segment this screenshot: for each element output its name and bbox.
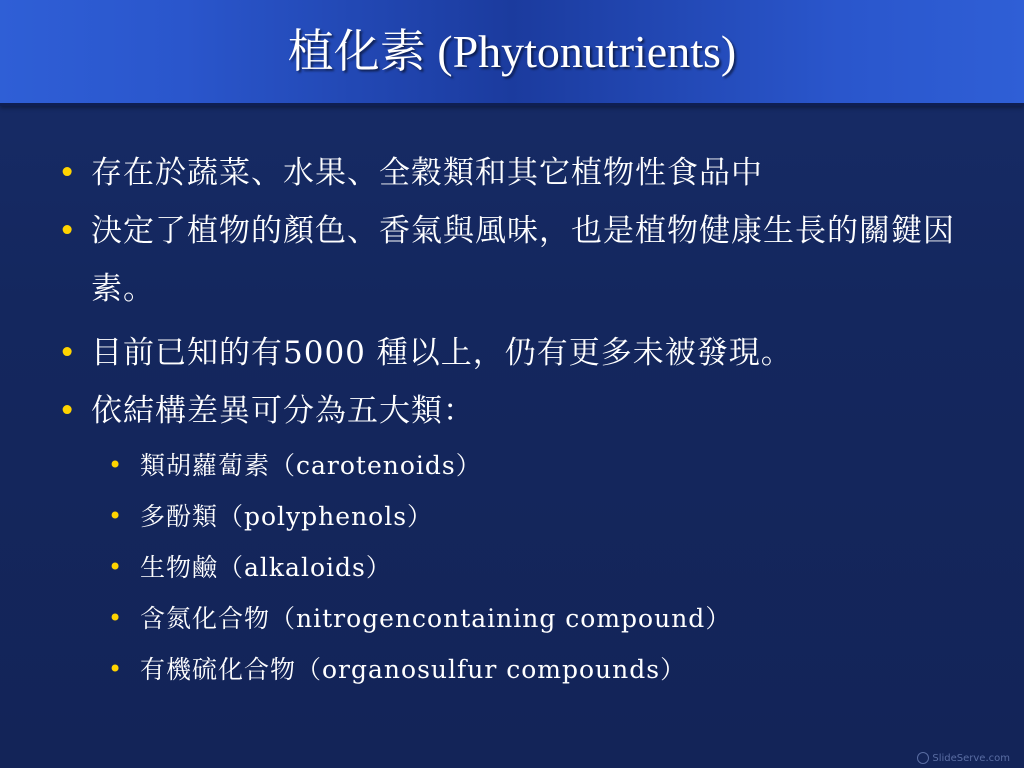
- sub-bullet-icon: •: [108, 553, 124, 581]
- bullet-item: [58, 144, 988, 202]
- sub-bullet-icon: •: [108, 655, 124, 683]
- bullet-icon: •: [58, 393, 78, 429]
- bullet-item: [58, 382, 988, 440]
- sub-bullet-icon: •: [108, 502, 124, 530]
- slide-title: 植化素 (Phytonutrients): [287, 26, 737, 77]
- title-band: [0, 0, 1024, 106]
- sub-bullet-text: 多酚類（polyphenols）: [140, 502, 434, 531]
- sub-bullet-icon: •: [108, 451, 124, 479]
- bullet-icon: •: [58, 155, 78, 191]
- bullet-item: [58, 202, 971, 318]
- sub-bullet-item: [108, 593, 988, 644]
- slide-content: [58, 144, 988, 695]
- bullet-text: 決定了植物的顏色、香氣與風味，也是植物健康生長的關鍵因素。: [91, 213, 955, 307]
- watermark-text: SlideServe.com: [932, 753, 1010, 764]
- bullet-icon: •: [58, 335, 78, 371]
- watermark: [917, 752, 1010, 764]
- sub-bullet-item: [108, 542, 988, 593]
- sub-bullet-icon: •: [108, 604, 124, 632]
- sub-bullet-text: 類胡蘿蔔素（carotenoids）: [140, 451, 482, 480]
- watermark-logo-icon: [917, 752, 929, 764]
- sub-bullet-item: [108, 440, 988, 491]
- bullet-icon: •: [58, 213, 78, 249]
- bullet-text: 目前已知的有5000 種以上，仍有更多未被發現。: [91, 335, 793, 371]
- sub-bullet-item: [108, 491, 988, 542]
- sub-bullet-text: 生物鹼（alkaloids）: [140, 553, 392, 582]
- sub-bullet-text: 含氮化合物（nitrogencontaining compound）: [140, 604, 732, 633]
- bullet-text: 依結構差異可分為五大類：: [91, 393, 475, 429]
- bullet-text: 存在於蔬菜、水果、全穀類和其它植物性食品中: [91, 155, 763, 191]
- sub-bullet-text: 有機硫化合物（organosulfur compounds）: [140, 655, 687, 684]
- sub-bullet-item: [108, 644, 988, 695]
- bullet-item: [58, 324, 988, 382]
